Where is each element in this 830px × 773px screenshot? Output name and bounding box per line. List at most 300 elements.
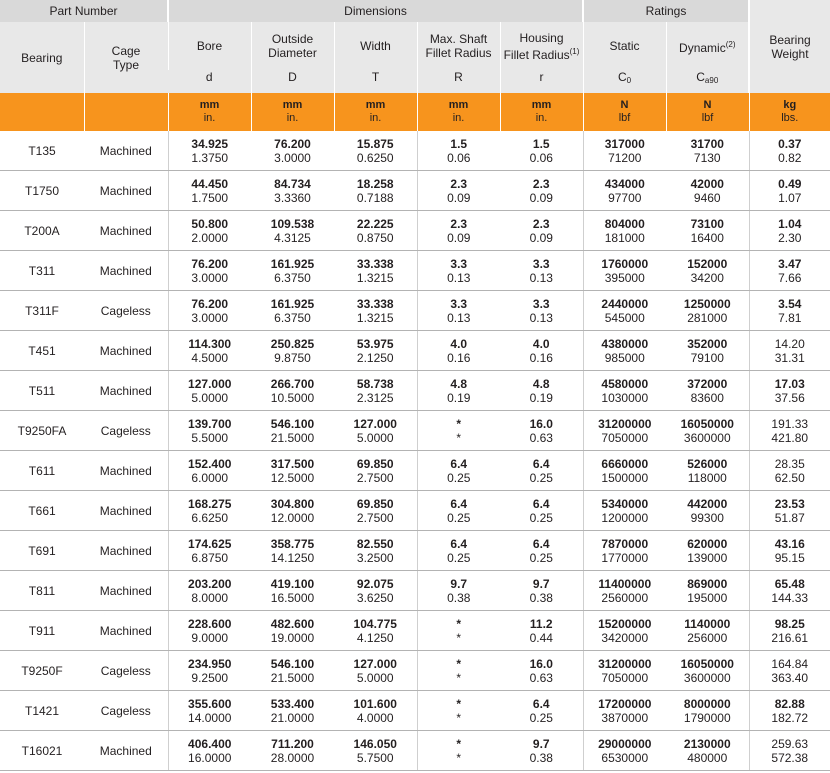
value-metric: 16050000	[680, 416, 734, 431]
cell-bore	[168, 171, 251, 211]
cell-shaft-r	[417, 411, 500, 451]
unit-weight: kg lbs.	[749, 93, 830, 131]
value-metric: 2130000	[683, 736, 731, 751]
group-part-number: Part Number	[0, 0, 168, 22]
value-imperial: 0.16	[447, 350, 471, 365]
cell-width	[334, 531, 417, 571]
value-imperial: 14.0000	[188, 710, 232, 725]
value-metric: 526000	[687, 456, 728, 471]
value-imperial: 2560000	[601, 590, 649, 605]
value-metric: 15.875	[356, 136, 394, 151]
cell-bore	[168, 571, 251, 611]
cell-bore	[168, 611, 251, 651]
cell-width	[334, 411, 417, 451]
cell-housing-r	[500, 731, 583, 771]
value-imperial: 0.13	[529, 310, 553, 325]
value-imperial: 2.7500	[356, 470, 394, 485]
value-imperial: 2.0000	[191, 230, 229, 245]
col-static: Static	[583, 22, 666, 70]
table-row	[0, 491, 830, 531]
value-metric: 53.975	[356, 336, 394, 351]
cell-dynamic	[666, 611, 749, 651]
value-imperial: 5.5000	[191, 430, 229, 445]
value-metric: 9.7	[532, 736, 550, 751]
table-row	[0, 411, 830, 451]
cell-cage-type: Cageless	[84, 291, 168, 331]
value-imperial: 31.31	[774, 350, 805, 365]
cell-width	[334, 251, 417, 291]
value-imperial: 281000	[687, 310, 728, 325]
value-metric: 372000	[687, 376, 728, 391]
cell-weight	[749, 211, 830, 251]
value-metric: 620000	[687, 536, 728, 551]
cell-housing-r	[500, 411, 583, 451]
value-metric: 9.7	[532, 576, 550, 591]
value-imperial: 0.38	[447, 590, 471, 605]
value-imperial: 0.16	[529, 350, 553, 365]
unit-housing: mm in.	[500, 93, 583, 131]
value-metric: 127.000	[188, 376, 232, 391]
value-metric: 259.63	[771, 736, 809, 751]
cell-static	[583, 731, 666, 771]
value-metric: 16050000	[680, 656, 734, 671]
cell-bearing: T911	[0, 611, 84, 651]
value-imperial: 79100	[690, 350, 724, 365]
cell-od	[251, 211, 334, 251]
value-metric: 2440000	[601, 296, 649, 311]
value-metric: 6.4	[532, 696, 550, 711]
value-imperial: 0.7188	[356, 190, 394, 205]
col-cage-line-2: Type	[112, 57, 139, 72]
cell-housing-r	[500, 451, 583, 491]
value-metric: 50.800	[191, 216, 229, 231]
cell-od	[251, 331, 334, 371]
cell-od	[251, 251, 334, 291]
cell-bore	[168, 291, 251, 331]
cell-weight	[749, 331, 830, 371]
value-imperial: 2.3125	[356, 390, 394, 405]
value-imperial: 37.56	[774, 390, 805, 405]
cell-od	[251, 171, 334, 211]
value-metric: 127.000	[353, 416, 397, 431]
value-imperial: 1790000	[683, 710, 731, 725]
cell-dynamic	[666, 691, 749, 731]
sym-od: D	[251, 70, 334, 93]
sym-dynamic	[666, 70, 749, 93]
value-imperial: 0.25	[447, 510, 471, 525]
value-metric: 1.04	[778, 216, 802, 231]
cell-bore	[168, 211, 251, 251]
value-imperial: *	[456, 710, 462, 725]
table-row	[0, 171, 830, 211]
sym-static	[583, 70, 666, 93]
value-imperial: 0.25	[529, 470, 553, 485]
value-imperial: 1200000	[601, 510, 649, 525]
cell-weight	[749, 291, 830, 331]
value-metric: 43.16	[774, 536, 805, 551]
cell-weight	[749, 411, 830, 451]
value-imperial: 0.09	[447, 230, 471, 245]
value-imperial: 4.3125	[274, 230, 311, 245]
cell-bearing: T200A	[0, 211, 84, 251]
table-row	[0, 371, 830, 411]
value-imperial: 195000	[687, 590, 728, 605]
value-metric: 23.53	[774, 496, 805, 511]
value-metric: 6.4	[532, 536, 550, 551]
value-imperial: 363.40	[771, 670, 809, 685]
value-metric: 14.20	[774, 336, 805, 351]
col-housing-line-1: Housing	[519, 30, 564, 45]
value-metric: 804000	[604, 216, 645, 231]
value-metric: 146.050	[353, 736, 397, 751]
value-metric: 4.8	[450, 376, 468, 391]
value-metric: 73100	[690, 216, 724, 231]
value-metric: 352000	[687, 336, 728, 351]
value-imperial: 0.19	[447, 390, 471, 405]
cell-weight	[749, 611, 830, 651]
value-metric: 16.0	[529, 416, 553, 431]
cell-cage-type: Cageless	[84, 411, 168, 451]
cell-static	[583, 331, 666, 371]
value-metric: 139.700	[188, 416, 232, 431]
units-row	[0, 93, 830, 131]
value-metric: 406.400	[188, 736, 232, 751]
value-imperial: 3600000	[683, 670, 731, 685]
value-metric: 98.25	[774, 616, 805, 631]
value-imperial: 545000	[604, 310, 645, 325]
cell-shaft-r	[417, 491, 500, 531]
value-imperial: 7050000	[601, 670, 649, 685]
value-metric: 174.625	[188, 536, 232, 551]
col-outside-diameter	[251, 22, 334, 70]
value-metric: 711.200	[271, 736, 314, 751]
value-metric: 546.100	[270, 656, 315, 671]
value-metric: 434000	[604, 176, 645, 191]
cell-bearing: T311	[0, 251, 84, 291]
value-metric: 82.550	[356, 536, 394, 551]
value-metric: 250.825	[270, 336, 315, 351]
value-metric: 29000000	[598, 736, 652, 751]
value-metric: 3.47	[778, 256, 802, 271]
value-metric: 31700	[690, 136, 724, 151]
cell-shaft-r	[417, 251, 500, 291]
value-imperial: 0.38	[529, 590, 553, 605]
cell-cage-type: Machined	[84, 731, 168, 771]
value-metric: 44.450	[191, 176, 229, 191]
value-imperial: 0.13	[529, 270, 553, 285]
cell-cage-type: Machined	[84, 171, 168, 211]
value-imperial: 4.0000	[356, 710, 394, 725]
cell-bearing: T611	[0, 451, 84, 491]
value-imperial: 3600000	[683, 430, 731, 445]
value-imperial: 3.0000	[191, 310, 229, 325]
cell-dynamic	[666, 491, 749, 531]
cell-bearing: T135	[0, 131, 84, 171]
table-row	[0, 731, 830, 771]
value-imperial: 985000	[604, 350, 645, 365]
value-metric: 11.2	[529, 616, 553, 631]
cell-bearing: T451	[0, 331, 84, 371]
value-imperial: 9.8750	[274, 350, 311, 365]
cell-weight	[749, 731, 830, 771]
cell-bore	[168, 251, 251, 291]
value-metric: 4380000	[601, 336, 649, 351]
col-shaft-line-1: Max. Shaft	[429, 32, 488, 46]
value-imperial: 6.8750	[191, 550, 229, 565]
table-row	[0, 611, 830, 651]
sym-width: T	[334, 70, 417, 93]
cell-cage-type: Machined	[84, 571, 168, 611]
cell-width	[334, 611, 417, 651]
value-metric: 266.700	[270, 376, 315, 391]
value-metric: 3.3	[450, 296, 468, 311]
value-imperial: 16.5000	[270, 590, 315, 605]
value-metric: 3.3	[450, 256, 468, 271]
col-od-line-1: Outside	[271, 32, 314, 46]
value-imperial: 0.09	[529, 190, 553, 205]
value-imperial: 4.5000	[191, 350, 229, 365]
cell-shaft-r	[417, 531, 500, 571]
cell-housing-r	[500, 251, 583, 291]
sym-dynamic-sub: a90	[704, 76, 719, 85]
cell-od	[251, 371, 334, 411]
value-imperial: 6.0000	[191, 470, 229, 485]
cell-width	[334, 651, 417, 691]
cell-dynamic	[666, 531, 749, 571]
cell-dynamic	[666, 211, 749, 251]
table-header	[0, 0, 830, 131]
value-metric: 16.0	[529, 656, 553, 671]
cell-housing-r	[500, 651, 583, 691]
cell-dynamic	[666, 331, 749, 371]
value-metric: 8000000	[683, 696, 731, 711]
table-row	[0, 331, 830, 371]
value-imperial: 1030000	[601, 390, 649, 405]
value-imperial: 3.0000	[191, 270, 229, 285]
cell-width	[334, 331, 417, 371]
value-imperial: 12.0000	[270, 510, 315, 525]
value-imperial: 0.09	[529, 230, 553, 245]
cell-static	[583, 571, 666, 611]
col-shaft-line-2: Fillet Radius	[425, 46, 492, 60]
value-imperial: 16400	[690, 230, 724, 245]
cell-width	[334, 691, 417, 731]
value-metric: 31200000	[598, 656, 652, 671]
cell-od	[251, 491, 334, 531]
cell-housing-r	[500, 491, 583, 531]
cell-shaft-r	[417, 131, 500, 171]
value-imperial: 0.8750	[356, 230, 394, 245]
value-imperial: 5.0000	[356, 670, 394, 685]
cell-bearing: T1421	[0, 691, 84, 731]
value-metric: 58.738	[356, 376, 394, 391]
cell-dynamic	[666, 251, 749, 291]
value-imperial: 7050000	[601, 430, 649, 445]
cell-bearing: T811	[0, 571, 84, 611]
value-imperial: 99300	[690, 510, 724, 525]
value-imperial: 4.1250	[356, 630, 394, 645]
cell-static	[583, 611, 666, 651]
cell-weight	[749, 651, 830, 691]
value-imperial: 3.3360	[274, 190, 311, 205]
col-housing-line-2: Fillet Radius	[503, 47, 570, 62]
value-metric: 6.4	[450, 496, 468, 511]
cell-shaft-r	[417, 291, 500, 331]
value-imperial: 181000	[604, 230, 645, 245]
value-imperial: 16.0000	[188, 750, 232, 765]
unit-blank-1	[0, 93, 84, 131]
cell-bore	[168, 371, 251, 411]
cell-shaft-r	[417, 451, 500, 491]
cell-static	[583, 411, 666, 451]
unit-width: mm in.	[334, 93, 417, 131]
cell-housing-r	[500, 691, 583, 731]
value-imperial: 0.38	[529, 750, 553, 765]
cell-shaft-r	[417, 731, 500, 771]
table-row	[0, 571, 830, 611]
value-imperial: 1.7500	[191, 190, 229, 205]
cell-bore	[168, 531, 251, 571]
value-imperial: 0.13	[447, 270, 471, 285]
footnote-ref-2: (2)	[725, 39, 736, 49]
value-imperial: 572.38	[771, 750, 809, 765]
cell-cage-type: Cageless	[84, 691, 168, 731]
value-metric: 69.850	[356, 456, 394, 471]
value-imperial: 216.61	[771, 630, 809, 645]
value-imperial: 2.7500	[356, 510, 394, 525]
cell-housing-r	[500, 371, 583, 411]
cell-housing-r	[500, 291, 583, 331]
value-metric: 4.8	[532, 376, 550, 391]
cell-shaft-r	[417, 371, 500, 411]
value-imperial: 95.15	[774, 550, 805, 565]
value-imperial: 5.7500	[356, 750, 394, 765]
value-metric: 31200000	[598, 416, 652, 431]
cell-od	[251, 611, 334, 651]
value-metric: *	[456, 696, 462, 711]
value-imperial: 12.5000	[270, 470, 315, 485]
cell-dynamic	[666, 371, 749, 411]
table-row	[0, 651, 830, 691]
sym-shaft: R	[417, 70, 500, 93]
value-metric: *	[456, 736, 462, 751]
cell-bearing: T9250FA	[0, 411, 84, 451]
value-metric: 1140000	[684, 616, 731, 631]
col-housing-fillet-radius	[500, 22, 583, 70]
cell-weight	[749, 251, 830, 291]
cell-width	[334, 291, 417, 331]
cell-cage-type: Machined	[84, 251, 168, 291]
cell-bore	[168, 731, 251, 771]
value-imperial: 28.0000	[270, 750, 315, 765]
cell-bore	[168, 451, 251, 491]
value-metric: 109.538	[270, 216, 315, 231]
unit-od: mm in.	[251, 93, 334, 131]
value-metric: 1.5	[532, 136, 550, 151]
cell-housing-r	[500, 211, 583, 251]
value-metric: 4.0	[532, 336, 550, 351]
table-row	[0, 691, 830, 731]
value-metric: 6.4	[450, 456, 468, 471]
value-imperial: 1.3215	[356, 270, 394, 285]
cell-cage-type: Machined	[84, 611, 168, 651]
value-metric: 15200000	[598, 616, 652, 631]
value-imperial: 21.0000	[270, 710, 315, 725]
value-metric: 22.225	[356, 216, 394, 231]
table-row	[0, 451, 830, 491]
value-imperial: *	[456, 430, 462, 445]
value-metric: 869000	[687, 576, 728, 591]
value-imperial: 6530000	[601, 750, 649, 765]
col-bearing-weight	[749, 0, 830, 93]
value-imperial: 0.09	[447, 190, 471, 205]
value-imperial: 0.6250	[356, 150, 394, 165]
value-metric: 6.4	[532, 456, 550, 471]
value-metric: 92.075	[356, 576, 394, 591]
value-metric: 304.800	[270, 496, 315, 511]
col-cage-line-1: Cage	[111, 43, 141, 58]
value-imperial: 3.6250	[356, 590, 394, 605]
value-metric: *	[456, 616, 462, 631]
cell-od	[251, 131, 334, 171]
value-metric: 317.500	[270, 456, 315, 471]
value-metric: 76.200	[191, 296, 229, 311]
value-imperial: 1.07	[778, 190, 802, 205]
value-metric: 168.275	[188, 496, 232, 511]
cell-cage-type: Machined	[84, 451, 168, 491]
cell-weight	[749, 371, 830, 411]
cell-static	[583, 451, 666, 491]
value-metric: 28.35	[774, 456, 805, 471]
cell-bearing: T691	[0, 531, 84, 571]
value-metric: 84.734	[274, 176, 311, 191]
value-metric: 101.600	[353, 696, 397, 711]
value-metric: 161.925	[270, 256, 315, 271]
group-dimensions: Dimensions	[168, 0, 583, 22]
value-imperial: 6.3750	[274, 270, 311, 285]
value-imperial: 21.5000	[270, 430, 315, 445]
cell-od	[251, 651, 334, 691]
value-imperial: 0.63	[529, 430, 553, 445]
value-imperial: 139000	[687, 550, 728, 565]
cell-cage-type: Machined	[84, 491, 168, 531]
value-imperial: 6.3750	[274, 310, 311, 325]
value-metric: 69.850	[356, 496, 394, 511]
value-imperial: 3.0000	[274, 150, 311, 165]
cell-static	[583, 211, 666, 251]
cell-weight	[749, 171, 830, 211]
value-imperial: 0.25	[529, 550, 553, 565]
cell-housing-r	[500, 611, 583, 651]
value-metric: 76.200	[191, 256, 229, 271]
sym-bore: d	[168, 70, 251, 93]
cell-static	[583, 291, 666, 331]
cell-shaft-r	[417, 651, 500, 691]
value-imperial: 9.2500	[191, 670, 229, 685]
value-imperial: *	[456, 670, 462, 685]
value-imperial: 118000	[687, 470, 727, 485]
table-row	[0, 291, 830, 331]
value-metric: 203.200	[188, 576, 232, 591]
sym-static-letter: C	[617, 70, 627, 84]
value-imperial: 71200	[608, 150, 642, 165]
value-metric: 3.54	[778, 296, 802, 311]
value-imperial: 0.44	[529, 630, 553, 645]
col-weight-line-1: Bearing	[769, 32, 811, 47]
cell-cage-type: Machined	[84, 131, 168, 171]
value-imperial: 6.6250	[191, 510, 229, 525]
value-metric: 161.925	[270, 296, 315, 311]
